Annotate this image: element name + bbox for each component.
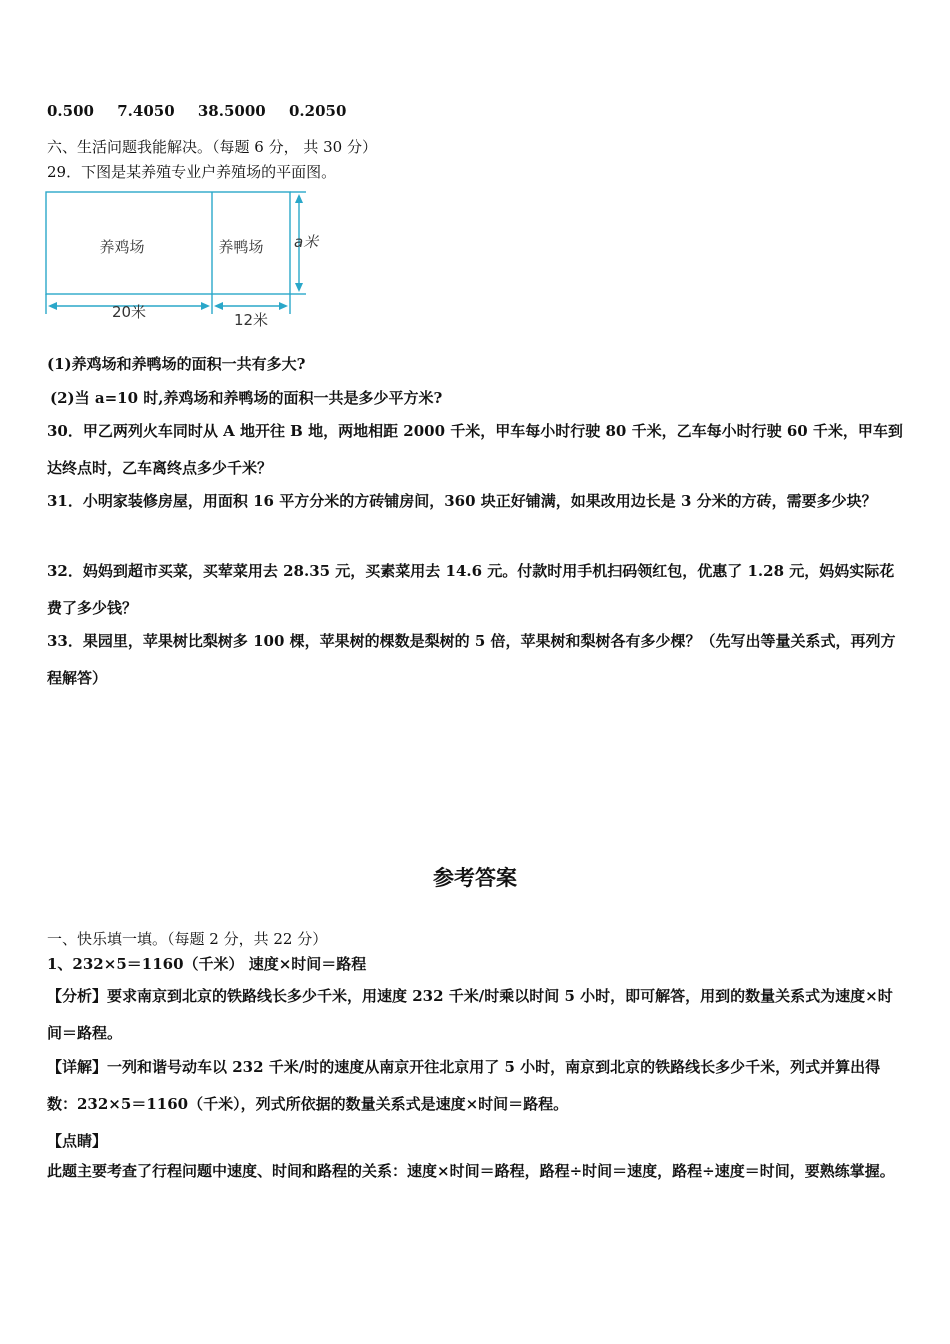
arrow-left-icon bbox=[48, 302, 57, 310]
answer-value: 38.5000 bbox=[197, 102, 266, 120]
arrow-left-icon bbox=[214, 302, 223, 310]
q29-part2: (2)当 a=10 时,养鸡场和养鸭场的面积一共是多少平方米? bbox=[50, 389, 443, 407]
label-duck-farm: 养鸭场 bbox=[218, 238, 264, 256]
label-chicken-farm: 养鸡场 bbox=[99, 238, 145, 256]
farm-plan-diagram bbox=[40, 186, 340, 331]
arrowheads bbox=[48, 194, 303, 310]
arrow-up-icon bbox=[295, 194, 303, 203]
arrow-right-icon bbox=[279, 302, 288, 310]
answer-1-line: 1、232×5＝1160（千米） 速度×时间＝路程 bbox=[47, 955, 367, 973]
farm-outline bbox=[46, 192, 306, 314]
q31: 31．小明家装修房屋，用面积 16 平方分米的方砖铺房间，360 块正好铺满，如果改用边长是 3 分米的方砖，需要多少块？ bbox=[47, 492, 877, 510]
answer-key-title: 参考答案 bbox=[433, 866, 517, 890]
label-height: a米 bbox=[294, 233, 319, 251]
answers-row bbox=[47, 102, 346, 120]
analysis-paragraph: 【分析】要求南京到北京的铁路线长多少千米，用速度 232 千米/时乘以时间 5 小时，即可解答，用到的数量关系式为速度×时间＝路程。 bbox=[47, 987, 893, 1042]
q30: 30．甲乙两列火车同时从 A 地开往 B 地，两地相距 2000 千米，甲车每小时行驶 80 千米，乙车每小时行驶 60 千米，甲车到达终点时，乙车离终点多少千米？ bbox=[47, 422, 903, 477]
q33: 33．果园里，苹果树比梨树多 100 棵，苹果树的棵数是梨树的 5 倍，苹果树和梨树各有多少棵？（先写出等量关系式，再列方程解答） bbox=[47, 632, 896, 687]
answer-value: 0.2050 bbox=[288, 102, 347, 120]
detail-paragraph: 【详解】一列和谐号动车以 232 千米/时的速度从南京开往北京用了 5 小时，南京到北京的铁路线长多少千米，列式并算出得数：232×5＝1160（千米），列式所依据的数量关系式是速度×时间＝路程。 bbox=[47, 1058, 881, 1113]
label-width-left: 20米 bbox=[111, 303, 147, 321]
answer-value: 0.500 bbox=[47, 102, 94, 120]
q29-part1: (1)养鸡场和养鸭场的面积一共有多大? bbox=[47, 355, 306, 373]
q29-stem: 29．下图是某养殖专业户养殖场的平面图。 bbox=[47, 163, 337, 181]
section6-heading: 六、生活问题我能解决。（每题 6 分， 共 30 分） bbox=[47, 138, 377, 156]
answer-value: 7.4050 bbox=[117, 102, 175, 120]
remark-paragraph: 此题主要考查了行程问题中速度、时间和路程的关系：速度×时间＝路程，路程÷时间＝速度，路程÷速度＝时间，要熟练掌握。 bbox=[47, 1162, 895, 1180]
label-width-right: 12米 bbox=[233, 311, 269, 329]
arrow-right-icon bbox=[201, 302, 210, 310]
remark-label: 【点睛】 bbox=[47, 1132, 108, 1150]
section1-heading: 一、快乐填一填。（每题 2 分，共 22 分） bbox=[47, 930, 328, 948]
arrow-down-icon bbox=[295, 283, 303, 292]
q32: 32．妈妈到超市买菜，买荤菜用去 28.35 元，买素菜用去 14.6 元。付款时用手机扫码领红包，优惠了 1.28 元，妈妈实际花费了多少钱？ bbox=[47, 562, 895, 617]
